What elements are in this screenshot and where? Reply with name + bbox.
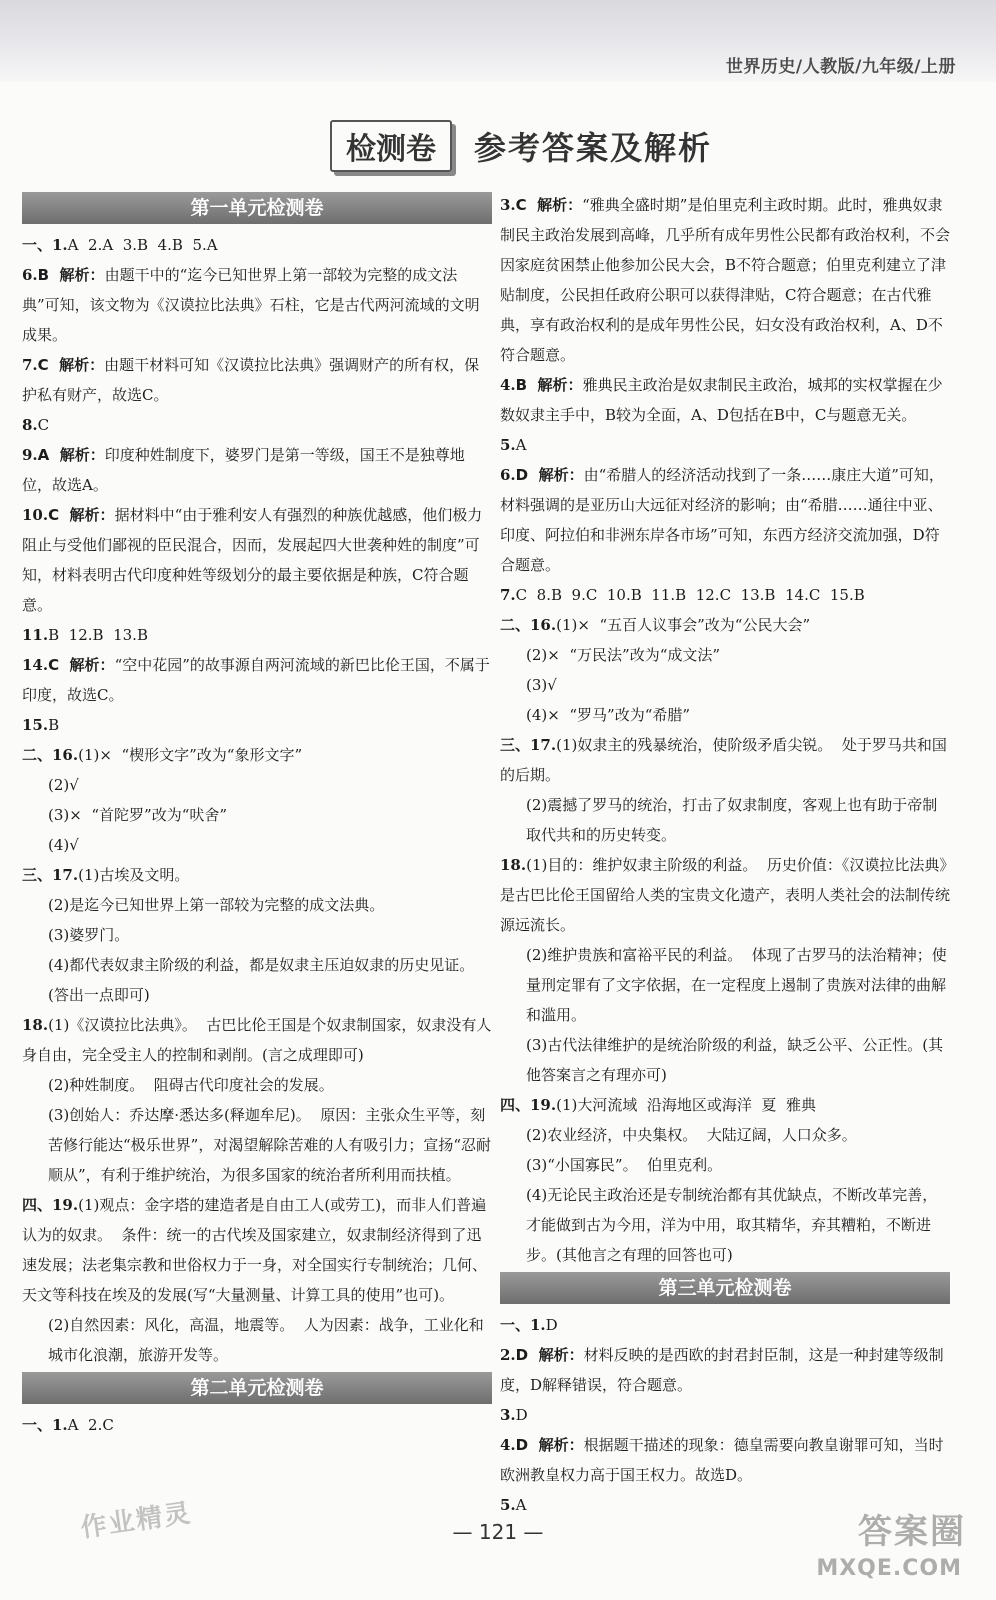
- answer-item: [500, 370, 950, 430]
- answer-text: A 2.A 3.B 4.B 5.A: [67, 236, 218, 254]
- question-number: 2.: [500, 1346, 516, 1364]
- question-number: 5.: [500, 436, 516, 454]
- answer-label: C 解析：: [48, 506, 115, 524]
- answer-label: D 解析：: [515, 466, 584, 484]
- book-tag: 世界历史/人教版/九年级/上册: [725, 57, 956, 77]
- answer-item: [22, 860, 492, 890]
- answer-text: 由题干材料可知《汉谟拉比法典》强调财产的所有权，保护私有财产，故选C。: [22, 356, 480, 404]
- answer-text: 由题干中的“迄今已知世界上第一部较为完整的成文法典”可知，该文物为《汉谟拉比法典》石柱，它是古代两河流域的文明成果。: [22, 266, 480, 344]
- answer-text: (1)大河流域 沿海地区或海洋 夏 雅典: [556, 1096, 816, 1114]
- answer-text: (3)× “首陀罗”改为“吠舍”: [48, 806, 228, 824]
- answer-text: (2)震撼了罗马的统治，打击了奴隶制度，客观上也有助于帝制取代共和的历史转变。: [526, 796, 938, 844]
- answer-text: (1)× “楔形文字”改为“象形文字”: [78, 746, 303, 764]
- question-number: 一、1.: [22, 1416, 68, 1434]
- answer-subline: [22, 1310, 492, 1370]
- answer-item: [500, 730, 950, 790]
- answer-text: (2)种姓制度。 阻碍古代印度社会的发展。: [48, 1076, 334, 1094]
- answer-text: (4)无论民主政治还是专制统治都有其优缺点，不断改革完善，才能做到古为今用，洋为中用，取其精华，弃其糟粕，不断进步。(其他言之有理的回答也可): [526, 1186, 938, 1264]
- answer-subline: [500, 670, 950, 700]
- answer-text: D: [515, 1406, 528, 1424]
- answer-subline: [22, 1070, 492, 1100]
- answer-text: 据材料中“由于雅利安人有强烈的种族优越感，他们极力阻止与受他们鄙视的臣民混合，因而，发展起四大世袭种姓的制度”可知，材料表明古代印度种姓等级划分的最主要依据是种族，C符合题意。: [22, 506, 483, 614]
- question-number: 8.: [22, 416, 38, 434]
- answer-text: (2)× “万民法”改为“成文法”: [526, 646, 721, 664]
- answer-text: (4)× “罗马”改为“希腊”: [526, 706, 691, 724]
- answer-text: (4)√: [48, 836, 79, 854]
- answer-subline: [500, 1150, 950, 1180]
- question-number: 10.: [22, 506, 49, 524]
- answer-subline: [22, 770, 492, 800]
- question-number: 二、16.: [500, 616, 557, 634]
- answer-label: B 解析：: [37, 266, 105, 284]
- answer-subline: [500, 1180, 950, 1270]
- question-number: 9.: [22, 446, 38, 464]
- answer-text: A 2.C: [67, 1416, 114, 1434]
- answer-item: [22, 740, 492, 770]
- answer-label: C 解析：: [37, 356, 105, 374]
- logo-text-top: 答案圈: [858, 1512, 966, 1552]
- page-title: [330, 118, 712, 174]
- answer-subline: [500, 640, 950, 670]
- question-number: 5.: [500, 1496, 516, 1514]
- answer-text: B: [48, 716, 60, 734]
- answer-text: B 12.B 13.B: [48, 626, 148, 644]
- answer-text: 印度种姓制度下，婆罗门是第一等级，国王不是独尊地位，故选A。: [22, 446, 465, 494]
- question-number: 18.: [500, 856, 527, 874]
- answer-label: A 解析：: [37, 446, 105, 464]
- answer-subline: [22, 890, 492, 920]
- answer-label: D 解析：: [515, 1436, 584, 1454]
- answer-text: (3)√: [526, 676, 557, 694]
- question-number: 14.: [22, 656, 49, 674]
- question-number: 6.: [22, 266, 38, 284]
- answer-text: (2)是迄今已知世界上第一部较为完整的成文法典。: [48, 896, 385, 914]
- answer-text: (2)自然因素：风化，高温，地震等。 人为因素：战争，工业化和城市化浪潮，旅游开发等。: [48, 1316, 484, 1364]
- question-number: 3.: [500, 1406, 516, 1424]
- answer-text: 根据题干描述的现象：德皇需要向教皇谢罪可知，当时欧洲教皇权力高于国王权力。故选D。: [500, 1436, 944, 1484]
- answer-text: (4)都代表奴隶主阶级的利益，都是奴隶主压迫奴隶的历史见证。(答出一点即可): [48, 956, 475, 1004]
- answer-subline: [22, 920, 492, 950]
- question-number: 18.: [22, 1016, 49, 1034]
- answer-label: C 解析：: [515, 196, 583, 214]
- answer-text: 由“希腊人的经济活动找到了一条……康庄大道”可知，材料强调的是亚历山大远征对经济的影响；由“希腊……通往中亚、印度、阿拉伯和非洲东岸各市场”可知，东西方经济交流加强，D符合题意。: [500, 466, 944, 574]
- header-band: [0, 0, 996, 82]
- answer-item: [22, 500, 492, 620]
- answer-text: (2)√: [48, 776, 79, 794]
- answer-text: (1)《汉谟拉比法典》。 古巴比伦王国是个奴隶制国家，奴隶没有人身自由，完全受主人的控制和剥削。(言之成理即可): [22, 1016, 492, 1064]
- question-number: 6.: [500, 466, 516, 484]
- answer-item: [500, 1090, 950, 1120]
- answer-text: (1)奴隶主的残暴统治，使阶级矛盾尖锐。 处于罗马共和国的后期。: [500, 736, 947, 784]
- answer-text: 材料反映的是西欧的封君封臣制，这是一种封建等级制度，D解释错误，符合题意。: [500, 1346, 944, 1394]
- answer-subline: [22, 800, 492, 830]
- answer-item: [500, 610, 950, 640]
- answer-item: [500, 190, 950, 370]
- answer-label: B 解析：: [515, 376, 583, 394]
- title-main: 参考答案及解析: [474, 129, 713, 167]
- question-number: 4.: [500, 376, 516, 394]
- watermark-text: 作业精灵: [78, 1498, 194, 1544]
- answer-item: [22, 1410, 492, 1440]
- question-number: 一、1.: [22, 236, 68, 254]
- answer-item: [500, 1340, 950, 1400]
- site-logo: [806, 1500, 966, 1590]
- answer-text: “雅典全盛时期”是伯里克利主政时期。此时，雅典奴隶制民主政治发展到高峰，几乎所有成年男性公民都有政治权利，不会因家庭贫困禁止他参加公民大会，B不符合题意；伯里克利建立了津贴制度，公民担任政府公职可以获得津贴，C符合题意；在古代雅典，享有政治权利的是成年男性公民，妇女没有政治权利，A、D不符合题意。: [500, 196, 951, 364]
- question-number: 11.: [22, 626, 49, 644]
- answer-subline: [22, 1100, 492, 1190]
- answer-item: [500, 1310, 950, 1340]
- question-number: 三、17.: [500, 736, 557, 754]
- answer-item: [22, 350, 492, 410]
- answer-item: [22, 440, 492, 500]
- answer-text: (2)维护贵族和富裕平民的利益。 体现了古罗马的法治精神；使量刑定罪有了文字依据，在一定程度上遏制了贵族对法律的曲解和滥用。: [526, 946, 947, 1024]
- answer-item: [500, 580, 950, 610]
- answer-text: (3)“小国寡民”。 伯里克利。: [526, 1156, 723, 1174]
- answer-item: [500, 1400, 950, 1430]
- answer-text: A: [515, 436, 527, 454]
- answer-text: C 8.B 9.C 10.B 11.B 12.C 13.B 14.C 15.B: [515, 586, 865, 604]
- answer-item: [500, 460, 950, 580]
- question-number: 3.: [500, 196, 516, 214]
- answer-item: [22, 1190, 492, 1310]
- question-number: 一、1.: [500, 1316, 546, 1334]
- answer-subline: [22, 830, 492, 860]
- answer-text: (1)目的：维护奴隶主阶级的利益。 历史价值：《汉谟拉比法典》是古巴比伦王国留给人类的宝贵文化遗产，表明人类社会的法制传统源远流长。: [500, 856, 951, 934]
- answer-subline: [500, 700, 950, 730]
- answer-text: C: [37, 416, 50, 434]
- answer-subline: [500, 940, 950, 1030]
- section-heading: 第二单元检测卷: [22, 1372, 492, 1404]
- answer-text: (1)观点：金字塔的建造者是自由工人(或劳工)，而非人们普遍认为的奴隶。 条件：统一的古代埃及国家建立，奴隶制经济得到了迅速发展；法老集宗教和世俗权力于一身，对全国实行专制统治；几何、天文等科技在埃及的发展(写“大量测量、计算工具的使用”也可)。: [22, 1196, 488, 1304]
- answer-text: (3)创始人：乔达摩·悉达多(释迦牟尼)。 原因：主张众生平等，刻苦修行能达“极乐世界”，对渴望解除苦难的人有吸引力；宣扬“忍耐顺从”，有利于维护统治，为很多国家的统治者所利用而扶植。: [48, 1106, 492, 1184]
- answer-subline: [500, 1030, 950, 1090]
- answer-text: (3)古代法律维护的是统治阶级的利益，缺乏公平、公正性。(其他答案言之有理亦可): [526, 1036, 944, 1084]
- answer-item: [500, 850, 950, 940]
- answer-item: [22, 230, 492, 260]
- logo-text-bottom: MXQE.COM: [816, 1556, 962, 1581]
- answer-item: [22, 260, 492, 350]
- answer-label: C 解析：: [48, 656, 115, 674]
- answer-item: [22, 1010, 492, 1070]
- question-number: 7.: [500, 586, 516, 604]
- question-number: 四、19.: [22, 1196, 79, 1214]
- question-number: 15.: [22, 716, 49, 734]
- answer-item: [22, 620, 492, 650]
- answer-text: D: [545, 1316, 558, 1334]
- question-number: 四、19.: [500, 1096, 557, 1114]
- answer-item: [22, 650, 492, 710]
- right-column: [500, 190, 950, 1520]
- answer-subline: [22, 950, 492, 1010]
- left-column: [22, 190, 492, 1440]
- answer-text: A: [515, 1496, 527, 1514]
- answer-subline: [500, 790, 950, 850]
- question-number: 4.: [500, 1436, 516, 1454]
- answer-text: “空中花园”的故事源自两河流域的新巴比伦王国，不属于印度，故选C。: [22, 656, 490, 704]
- answer-text: 雅典民主政治是奴隶制民主政治，城邦的实权掌握在少数奴隶主手中，B较为全面，A、D包括在B中，C与题意无关。: [500, 376, 943, 424]
- answer-text: (3)婆罗门。: [48, 926, 130, 944]
- answer-label: D 解析：: [515, 1346, 584, 1364]
- answer-item: [22, 410, 492, 440]
- question-number: 二、16.: [22, 746, 79, 764]
- question-number: 三、17.: [22, 866, 79, 884]
- title-box: 检测卷: [330, 120, 452, 172]
- question-number: 7.: [22, 356, 38, 374]
- page-number: — 121 —: [452, 1520, 544, 1544]
- answer-text: (1)古埃及文明。: [78, 866, 190, 884]
- answer-subline: [500, 1120, 950, 1150]
- answer-item: [500, 430, 950, 460]
- answer-item: [22, 710, 492, 740]
- section-heading: 第三单元检测卷: [500, 1272, 950, 1304]
- answer-text: (1)× “五百人议事会”改为“公民大会”: [556, 616, 811, 634]
- section-heading: 第一单元检测卷: [22, 192, 492, 224]
- answer-item: [500, 1430, 950, 1490]
- answer-text: (2)农业经济，中央集权。 大陆辽阔，人口众多。: [526, 1126, 857, 1144]
